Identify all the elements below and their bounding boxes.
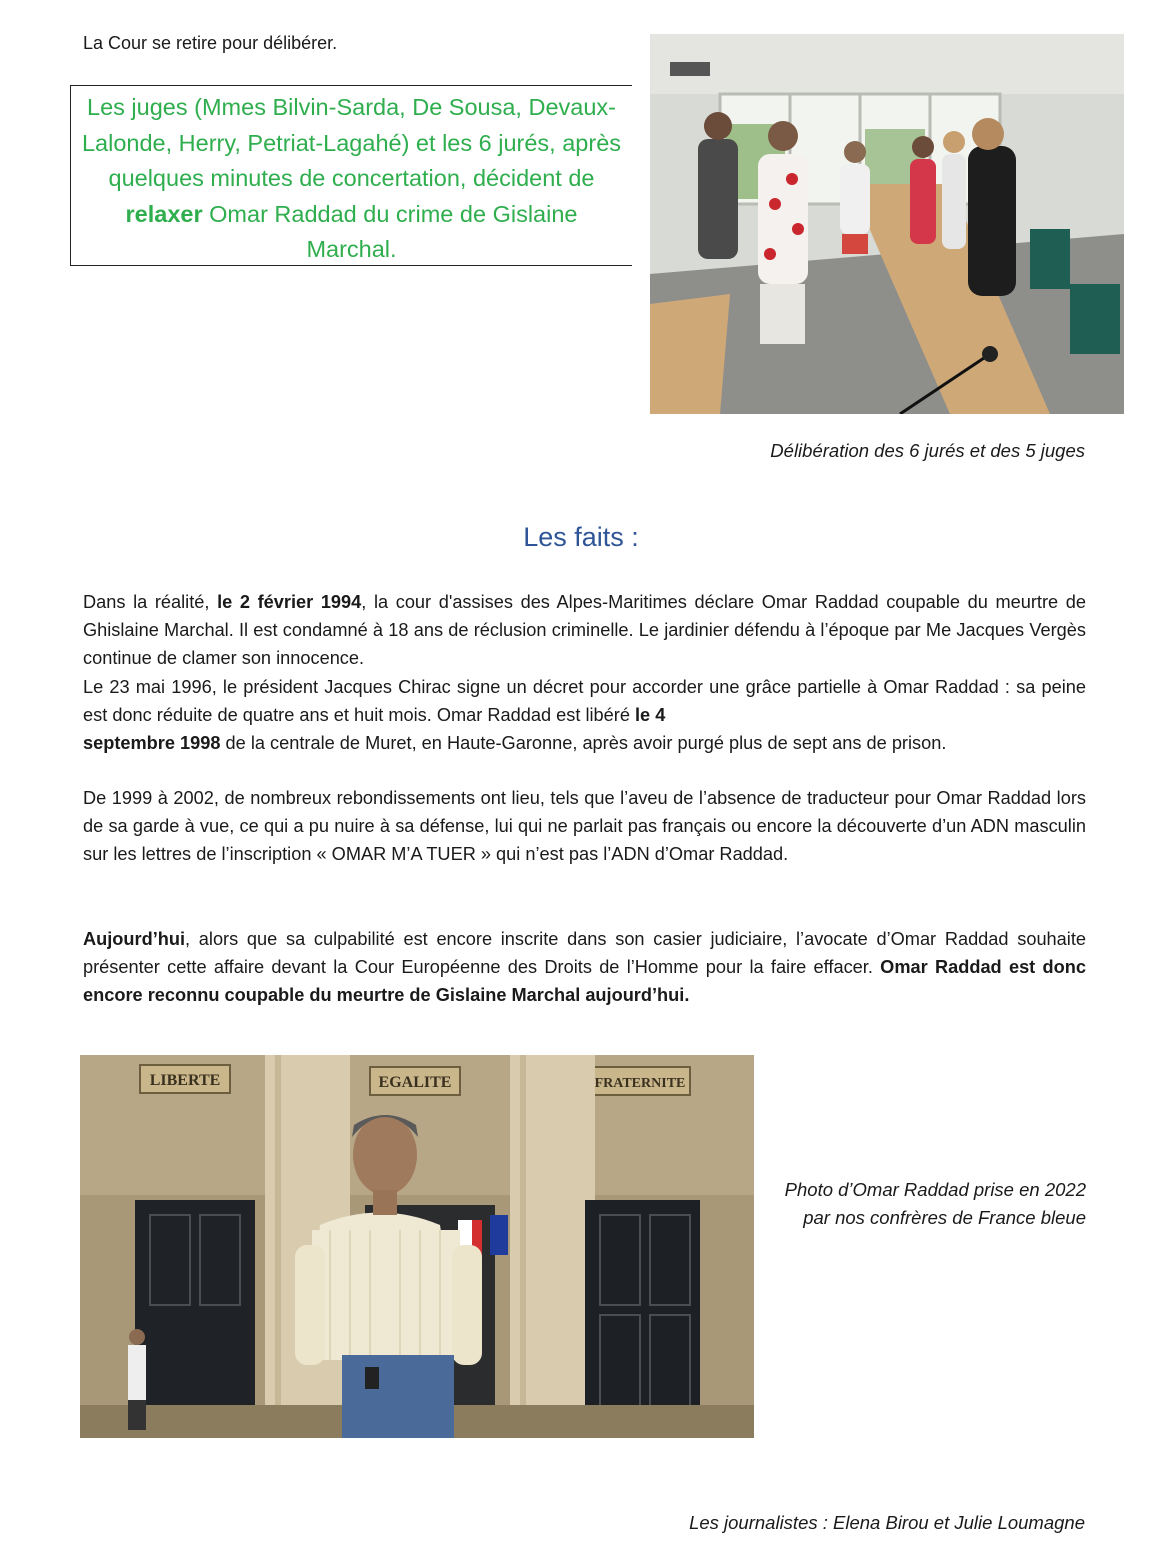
inscription-fraternite: FRATERNITE [594, 1076, 686, 1091]
text-run: Le 23 mai 1996, le président Jacques Chirac signe un décret pour accorder une grâce partielle à Omar Raddad : sa peine est donc réduite de quatre ans et huit mois. Omar Raddad est libéré [83, 676, 1086, 725]
inscription-liberte: LIBERTE [149, 1072, 221, 1089]
text-run: Dans la réalité, [83, 592, 218, 612]
paragraph-1-line [83, 588, 1086, 673]
text-run: , alors que sa culpabilité est encore inscrite dans son casier judiciaire, l’avocate d’Omar Raddad souhaite présenter cette affaire devant la Cour Européenne des Droits de l’Homme pour la faire effacer. [83, 929, 1086, 978]
photo-caption: Délibération des 6 jurés et des 5 juges [770, 440, 1085, 461]
author-signature: Les journalistes : Elena Birou et Julie Loumagne [689, 1512, 1085, 1533]
inscription-egalite: EGALITE [378, 1074, 452, 1091]
verdict-text-end: Omar Raddad du crime de Gislaine Marchal. [202, 200, 578, 262]
paragraph-3 [83, 925, 1086, 1010]
text-highlight: Aujourd’hui [83, 929, 186, 949]
verdict-box [70, 85, 632, 266]
deliberation-photo-illustration [650, 34, 1124, 414]
conclusion-highlight: Omar Raddad est donc encore reconnu coupable du meurtre de Gislaine Marchal aujourd’hui. [83, 957, 1086, 1006]
intro-text: La Cour se retire pour délibérer. [83, 33, 338, 53]
courthouse-photo-illustration [80, 1055, 754, 1438]
section-title: Les faits : [523, 522, 639, 552]
deliberation-photo [650, 34, 1124, 414]
paragraph-1-line [83, 673, 1086, 758]
date-highlight: le 2 février 1994 [217, 592, 362, 612]
date-highlight: le 4 [635, 704, 666, 725]
paragraph-2 [83, 784, 1086, 869]
paragraph-3-text [83, 925, 1086, 1010]
paragraph-2-text: De 1999 à 2002, de nombreux rebondissements ont lieu, tels que l’aveu de l’absence de traducteur pour Omar Raddad lors de sa garde à vue, ce qui a pu nuire à sa défense, lui qui ne parlait pas français ou encore la découverte d’un ADN masculin sur les lettres de l’inscription « OMAR M’A TUER » qui n’est pas l’ADN d’Omar Raddad. [83, 788, 1086, 865]
verdict-text: Les juges (Mmes Bilvin-Sarda, De Sousa, Devaux-Lalonde, Herry, Petriat-Lagahé) et les 6 jurés, après quelques minutes de concertation, décident de [81, 94, 622, 191]
text-run: , la cour d'assises des Alpes-Maritimes déclare Omar Raddad coupable du meurtre de Ghislaine Marchal. Il est condamné à 18 ans de réclusion criminelle. Le jardinier défendu à l’époque par Me Jacques Vergès continue de clamer son innocence. [83, 592, 1086, 669]
verdict-keyword: relaxer [125, 200, 203, 227]
text-run: de la centrale de Muret, en Haute-Garonne, après avoir purgé plus de sept ans de prison. [220, 733, 947, 754]
date-highlight: septembre 1998 [83, 733, 221, 754]
photo-caption: Photo d’Omar Raddad prise en 2022 par nos confrères de France bleue [784, 1179, 1086, 1228]
courthouse-photo [80, 1055, 754, 1438]
paragraph-1 [83, 588, 1086, 757]
